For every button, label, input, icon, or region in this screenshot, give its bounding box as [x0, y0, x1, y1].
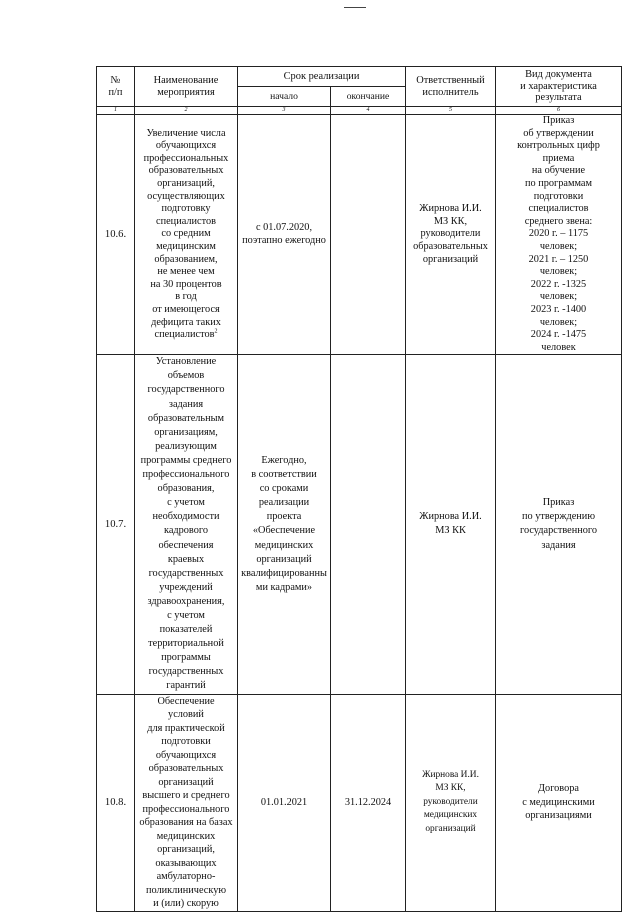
start-cell: 01.01.2021: [238, 694, 331, 911]
event-cell: Установление объемов государственного задания образовательным организациям, реализующим программы среднего профессионального образования, с учетом необходимости кадрового обеспечения краевых государственных учреждений здравоохранения, с учетом показателей территориальной программы государственных гарантий: [135, 355, 238, 694]
col-index-1: 1: [97, 107, 135, 115]
col-header-responsible: Ответственный исполнитель: [406, 67, 496, 107]
col-header-start: начало: [238, 87, 331, 107]
table-row: [97, 694, 622, 911]
table-row: [97, 115, 622, 355]
responsible-cell: Жирнова И.И. МЗ КК: [406, 355, 496, 694]
result-cell: Приказ об утверждении контрольных цифр приема на обучение по программам подготовки специалистов среднего звена: 2020 г. – 1175 человек; 2021 г. – 1250 человек; 2022 г. -1325 человек; 2023 г. -1400 человек; 2024 г. -1475 человек: [496, 115, 622, 355]
col-index-4: 4: [331, 107, 406, 115]
end-cell: [331, 355, 406, 694]
col-header-number: № п/п: [97, 67, 135, 107]
table-row: [97, 355, 622, 694]
row-number: 10.8.: [97, 694, 135, 911]
activities-table: [96, 66, 622, 912]
row-number: 10.6.: [97, 115, 135, 355]
result-cell: Договора с медицинскими организациями: [496, 694, 622, 911]
responsible-cell: Жирнова И.И. МЗ КК, руководители медицинских организаций: [406, 694, 496, 911]
responsible-cell: Жирнова И.И. МЗ КК, руководители образовательных организаций: [406, 115, 496, 355]
event-cell: Увеличение числа обучающихся профессиональных образовательных организаций, осуществляющих подготовку специалистов со средним медицинским образованием, не менее чем на 30 процентов в год от имеющегося дефицита таких специалистов$^2$: [135, 115, 238, 355]
end-cell: [331, 115, 406, 355]
col-header-end: окончание: [331, 87, 406, 107]
col-index-6: 6: [496, 107, 622, 115]
end-cell: 31.12.2024: [331, 694, 406, 911]
start-cell: с 01.07.2020, поэтапно ежегодно: [238, 115, 331, 355]
footnote-mark: 2: [214, 328, 218, 335]
row-number: 10.7.: [97, 355, 135, 694]
col-header-event: Наименование мероприятия: [135, 67, 238, 107]
col-index-2: 2: [135, 107, 238, 115]
col-header-term: Срок реализации: [238, 67, 406, 87]
event-cell: Обеспечение условий для практической подготовки обучающихся образовательных организаций высшего и среднего профессионального образования на базах медицинских организаций, оказывающих амбулаторно- поликлиническую и (или) скорую: [135, 694, 238, 911]
start-cell: Ежегодно, в соответствии со сроками реализации проекта «Обеспечение медицинских организаций квалифицированны ми кадрами»: [238, 355, 331, 694]
col-index-3: 3: [238, 107, 331, 115]
col-index-5: 5: [406, 107, 496, 115]
result-cell: Приказ по утверждению государственного задания: [496, 355, 622, 694]
page-top-mark: [344, 7, 366, 8]
col-header-result: Вид документа и характеристика результата: [496, 67, 622, 107]
